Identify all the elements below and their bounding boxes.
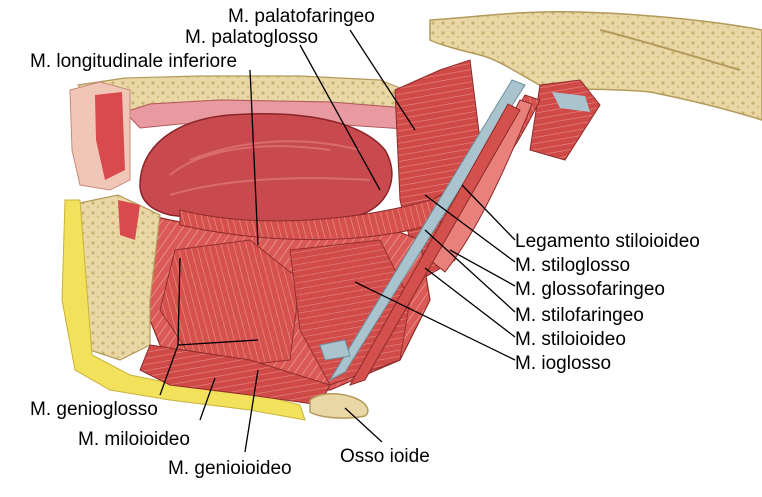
label-miloioideo: M. miloioideo xyxy=(78,429,190,450)
label-legamento-stiloioideo: Legamento stiloioideo xyxy=(515,231,700,252)
label-palatoglosso: M. palatoglosso xyxy=(185,27,319,48)
label-palatofaringeo: M. palatofaringeo xyxy=(228,6,375,27)
label-longitudinale-inferiore: M. longitudinale inferiore xyxy=(30,51,238,72)
muscle-stump xyxy=(530,80,600,160)
tongue xyxy=(140,114,392,222)
leader-stilofaringeo xyxy=(425,230,515,312)
label-osso-ioide: Osso ioide xyxy=(340,446,430,467)
label-stiloglosso: M. stiloglosso xyxy=(515,255,631,276)
label-genioglosso: M. genioglosso xyxy=(30,399,158,420)
hyoid-bone xyxy=(310,394,368,418)
label-genioioideo: M. genioioideo xyxy=(168,458,292,479)
label-ioglosso: M. ioglosso xyxy=(515,353,612,374)
label-stiloioideo: M. stiloioideo xyxy=(515,329,626,350)
label-glossofaringeo: M. glossofaringeo xyxy=(515,279,665,300)
label-stilofaringeo: M. stilofaringeo xyxy=(515,305,644,326)
